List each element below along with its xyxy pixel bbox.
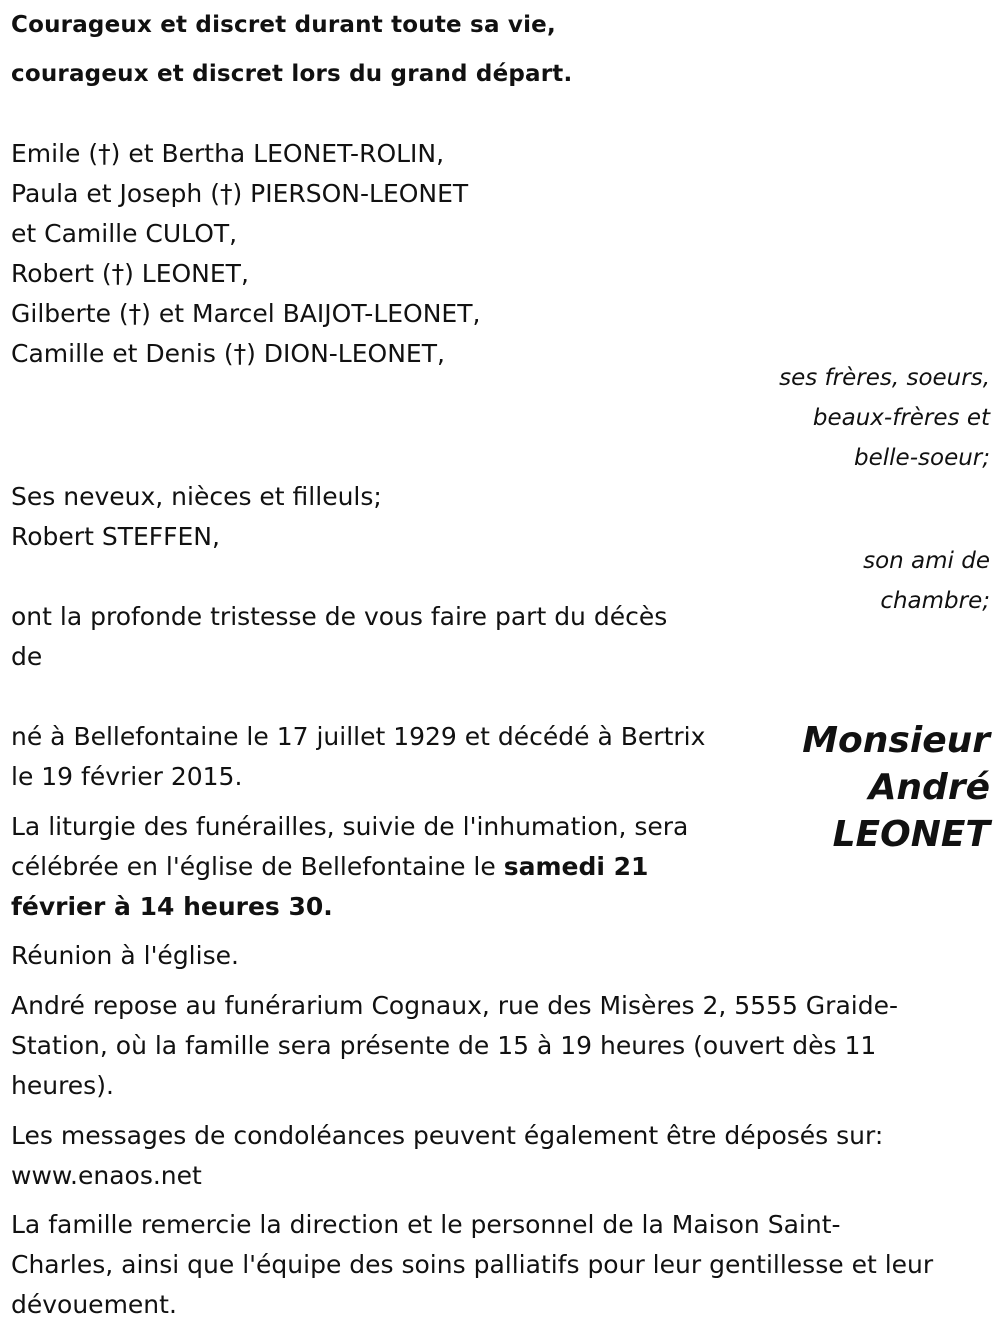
friend-role-line: chambre;: [880, 588, 990, 614]
liturgy-line: La liturgie des funérailles, suivie de l'inhumation, sera: [11, 812, 689, 841]
funeral-home-line: heures).: [11, 1071, 114, 1100]
friend-name: Robert STEFFEN,: [11, 522, 220, 551]
family-role-line: ses frères, soeurs,: [779, 365, 990, 391]
deceased-title: Monsieur: [802, 720, 990, 761]
announcement-line: de: [11, 642, 43, 671]
liturgy-text: célébrée en l'église de Bellefontaine le: [11, 852, 504, 881]
thanks-line: dévouement.: [11, 1290, 177, 1319]
motto-line-2: courageux et discret lors du grand départ.: [11, 61, 573, 87]
liturgy-line: [11, 847, 648, 887]
friend-role-line: son ami de: [863, 548, 990, 574]
announcement-line: ont la profonde tristesse de vous faire part du décès: [11, 602, 668, 631]
thanks-line: Charles, ainsi que l'équipe des soins palliatifs pour leur gentillesse et leur: [11, 1250, 934, 1279]
condolences-line: Les messages de condoléances peuvent également être déposés sur:: [11, 1121, 884, 1150]
nephews-line: Ses neveux, nièces et filleuls;: [11, 482, 382, 511]
birth-death-line: né à Bellefontaine le 17 juillet 1929 et décédé à Bertrix: [11, 722, 706, 751]
condolences-url[interactable]: www.enaos.net: [11, 1161, 202, 1190]
family-line: Robert (†) LEONET,: [11, 259, 249, 288]
family-line: Camille et Denis (†) DION-LEONET,: [11, 339, 445, 368]
liturgy-date: samedi 21: [503, 852, 649, 881]
deceased-last-name: LEONET: [832, 814, 990, 855]
family-line: Emile (†) et Bertha LEONET-ROLIN,: [11, 139, 445, 168]
family-line: et Camille CULOT,: [11, 219, 238, 248]
family-role-line: beaux-frères et: [812, 405, 990, 431]
funeral-home-line: André repose au funérarium Cognaux, rue des Misères 2, 5555 Graide-: [11, 991, 898, 1020]
meeting-line: Réunion à l'église.: [11, 941, 239, 970]
thanks-line: La famille remercie la direction et le personnel de la Maison Saint-: [11, 1210, 841, 1239]
motto-line-1: Courageux et discret durant toute sa vie,: [11, 12, 556, 38]
deceased-first-name: André: [868, 767, 990, 808]
funeral-home-line: Station, où la famille sera présente de 15 à 19 heures (ouvert dès 11: [11, 1031, 877, 1060]
birth-death-line: le 19 février 2015.: [11, 762, 243, 791]
family-role-line: belle-soeur;: [854, 445, 990, 471]
liturgy-time: février à 14 heures 30.: [11, 892, 333, 921]
family-line: Gilberte (†) et Marcel BAIJOT-LEONET,: [11, 299, 481, 328]
family-line: Paula et Joseph (†) PIERSON-LEONET: [11, 179, 469, 208]
